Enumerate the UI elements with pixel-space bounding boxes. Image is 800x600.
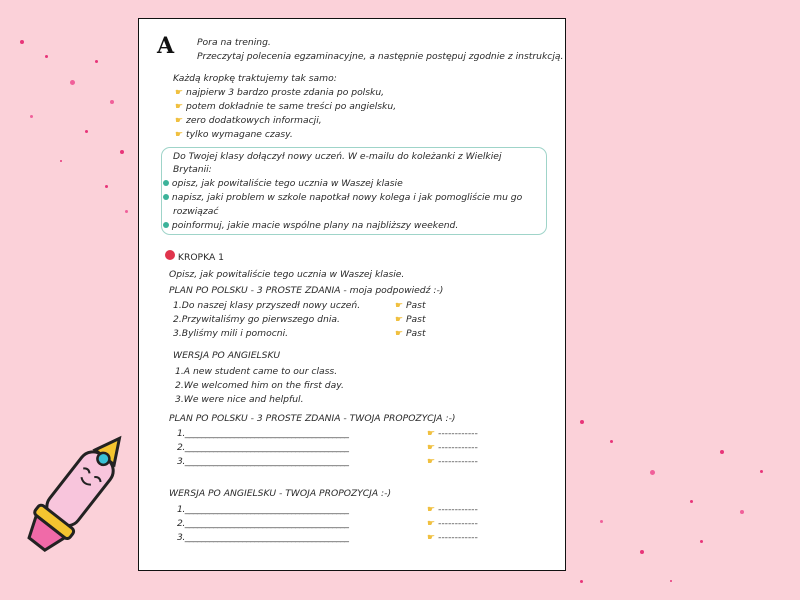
pointing-hand-icon: ☛ (395, 329, 404, 339)
answer-line-en-2[interactable]: 2.________________________________________ (177, 518, 349, 529)
answer-line-pl-1[interactable]: 1.________________________________________ (177, 428, 349, 439)
pointing-hand-icon: ☛ (175, 102, 184, 112)
task-text-1: Do Twojej klasy dołączył nowy uczeń. W e-mailu do koleżanki z Wielkiej (173, 151, 502, 162)
intro-line-2: Przeczytaj polecenia egzaminacyjne, a następnie postępuj zgodnie z instrukcją. (197, 51, 564, 62)
plan-pl-heading: PLAN PO POLSKU - 3 PROSTE ZDANIA - moja podpowiedź :-) (169, 285, 444, 296)
tense-blank[interactable]: ☛ ------------ (427, 518, 478, 529)
pointing-hand-icon: ☛ (427, 443, 436, 453)
your-plan-pl-heading: PLAN PO POLSKU - 3 PROSTE ZDANIA - TWOJA PROPOZYCJA :-) (169, 413, 456, 424)
answer-line-en-1[interactable]: 1.________________________________________ (177, 504, 349, 515)
task-point: poinformuj, jakie macie wspólne plany na najbliższy weekend. (163, 220, 458, 231)
pointing-hand-icon: ☛ (427, 505, 436, 515)
pointing-hand-icon: ☛ (175, 88, 184, 98)
tense-blank[interactable]: ☛ ------------ (427, 532, 478, 543)
kropka-title: KROPKA 1 (165, 250, 224, 263)
tense-label: ☛ Past (395, 328, 426, 339)
intro-line-1: Pora na trening. (197, 37, 271, 48)
worksheet (138, 18, 566, 571)
rules-heading: Każdą kropkę traktujemy tak samo: (173, 73, 337, 84)
english-version-heading: WERSJA PO ANGIELSKU (173, 350, 281, 361)
pointing-hand-icon: ☛ (395, 315, 404, 325)
plan-pl-line: 3.Byliśmy mili i pomocni. (173, 328, 289, 339)
pointing-hand-icon: ☛ (427, 457, 436, 467)
green-bullet-icon (163, 222, 169, 228)
rule-item: ☛ tylko wymagane czasy. (175, 129, 293, 140)
task-point-continued: rozwiązać (173, 206, 219, 217)
green-bullet-icon (163, 194, 169, 200)
english-line: 1.A new student came to our class. (175, 366, 338, 377)
tense-blank[interactable]: ☛ ------------ (427, 504, 478, 515)
english-line: 3.We were nice and helpful. (175, 394, 304, 405)
pointing-hand-icon: ☛ (427, 429, 436, 439)
answer-line-pl-3[interactable]: 3.________________________________________ (177, 456, 349, 467)
pointing-hand-icon: ☛ (395, 301, 404, 311)
task-point: opisz, jak powitaliście tego ucznia w Waszej klasie (163, 178, 403, 189)
pointing-hand-icon: ☛ (427, 533, 436, 543)
tense-blank[interactable]: ☛ ------------ (427, 428, 478, 439)
red-bullet-icon (165, 250, 175, 260)
tense-label: ☛ Past (395, 300, 426, 311)
plan-pl-line: 1.Do naszej klasy przyszedł nowy uczeń. (173, 300, 361, 311)
rule-item: ☛ najpierw 3 bardzo proste zdania po polsku, (175, 87, 385, 98)
tense-blank[interactable]: ☛ ------------ (427, 456, 478, 467)
pencil-illustration (15, 425, 125, 575)
pointing-hand-icon: ☛ (175, 116, 184, 126)
answer-line-pl-2[interactable]: 2.________________________________________ (177, 442, 349, 453)
english-line: 2.We welcomed him on the first day. (175, 380, 344, 391)
plan-pl-line: 2.Przywitaliśmy go pierwszego dnia. (173, 314, 340, 325)
green-bullet-icon (163, 180, 169, 186)
rule-item: ☛ zero dodatkowych informacji, (175, 115, 322, 126)
answer-line-en-3[interactable]: 3.________________________________________ (177, 532, 349, 543)
tense-label: ☛ Past (395, 314, 426, 325)
task-text-2: Brytanii: (173, 164, 212, 175)
section-a-logo: A (157, 33, 175, 59)
tense-blank[interactable]: ☛ ------------ (427, 442, 478, 453)
pointing-hand-icon: ☛ (175, 130, 184, 140)
pointing-hand-icon: ☛ (427, 519, 436, 529)
task-point: napisz, jaki problem w szkole napotkał nowy kolega i jak pomogliście mu go (163, 192, 522, 203)
rule-item: ☛ potem dokładnie te same treści po angielsku, (175, 101, 397, 112)
kropka-instruction: Opisz, jak powitaliście tego ucznia w Waszej klasie. (169, 269, 405, 280)
your-english-heading: WERSJA PO ANGIELSKU - TWOJA PROPOZYCJA :-) (169, 488, 392, 499)
